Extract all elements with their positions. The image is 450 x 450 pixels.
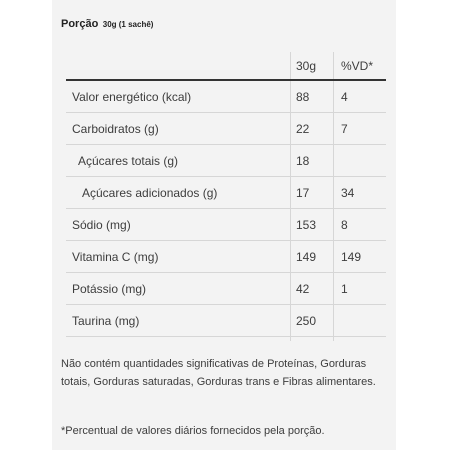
disclaimer-note: Não contém quantidades significativas de Proteínas, Gorduras totais, Gorduras saturadas, Gorduras trans e Fibras alimentares. <box>61 358 376 388</box>
table-row <box>66 113 386 145</box>
nutrient-label: Potássio (mg) <box>72 282 147 296</box>
nutrient-label: Carboidratos (g) <box>72 122 159 136</box>
table-row <box>66 81 386 113</box>
table-row <box>66 305 386 337</box>
table-row <box>66 209 386 241</box>
portion-label: Porção <box>61 18 99 30</box>
nutrient-label: Açúcares adicionados (g) <box>82 186 218 200</box>
nutrient-label: Valor energético (kcal) <box>72 90 192 104</box>
table-row <box>66 241 386 273</box>
nutrition-table <box>66 52 386 337</box>
nutrient-daily-value: 8 <box>341 218 348 232</box>
nutrient-label: Vitamina C (mg) <box>72 250 159 264</box>
nutrient-amount: 17 <box>296 186 310 200</box>
nutrient-daily-value: 1 <box>341 282 348 296</box>
table-row <box>66 273 386 305</box>
nutrient-label: Taurina (mg) <box>72 314 140 328</box>
nutrient-daily-value: 7 <box>341 122 348 136</box>
nutrient-daily-value: 4 <box>341 90 348 104</box>
nutrient-daily-value: 149 <box>341 250 362 264</box>
nutrient-label: Açúcares totais (g) <box>78 154 179 168</box>
table-row <box>66 145 386 177</box>
daily-value-footnote: *Percentual de valores diários fornecidos pela porção. <box>61 425 325 437</box>
portion-info <box>61 14 153 32</box>
header-amount: 30g <box>296 59 317 73</box>
nutrient-amount: 149 <box>296 250 317 264</box>
table-row <box>66 177 386 209</box>
portion-value: 30g (1 sachê) <box>102 20 154 29</box>
nutrient-amount: 153 <box>296 218 317 232</box>
nutrient-amount: 18 <box>296 154 310 168</box>
table-header <box>66 52 386 81</box>
nutrient-amount: 88 <box>296 90 310 104</box>
nutrient-label: Sódio (mg) <box>72 218 131 232</box>
nutrient-daily-value: 34 <box>341 186 355 200</box>
nutrient-amount: 42 <box>296 282 310 296</box>
header-daily-value: %VD* <box>341 59 374 73</box>
nutrient-amount: 22 <box>296 122 310 136</box>
nutrient-amount: 250 <box>296 314 317 328</box>
